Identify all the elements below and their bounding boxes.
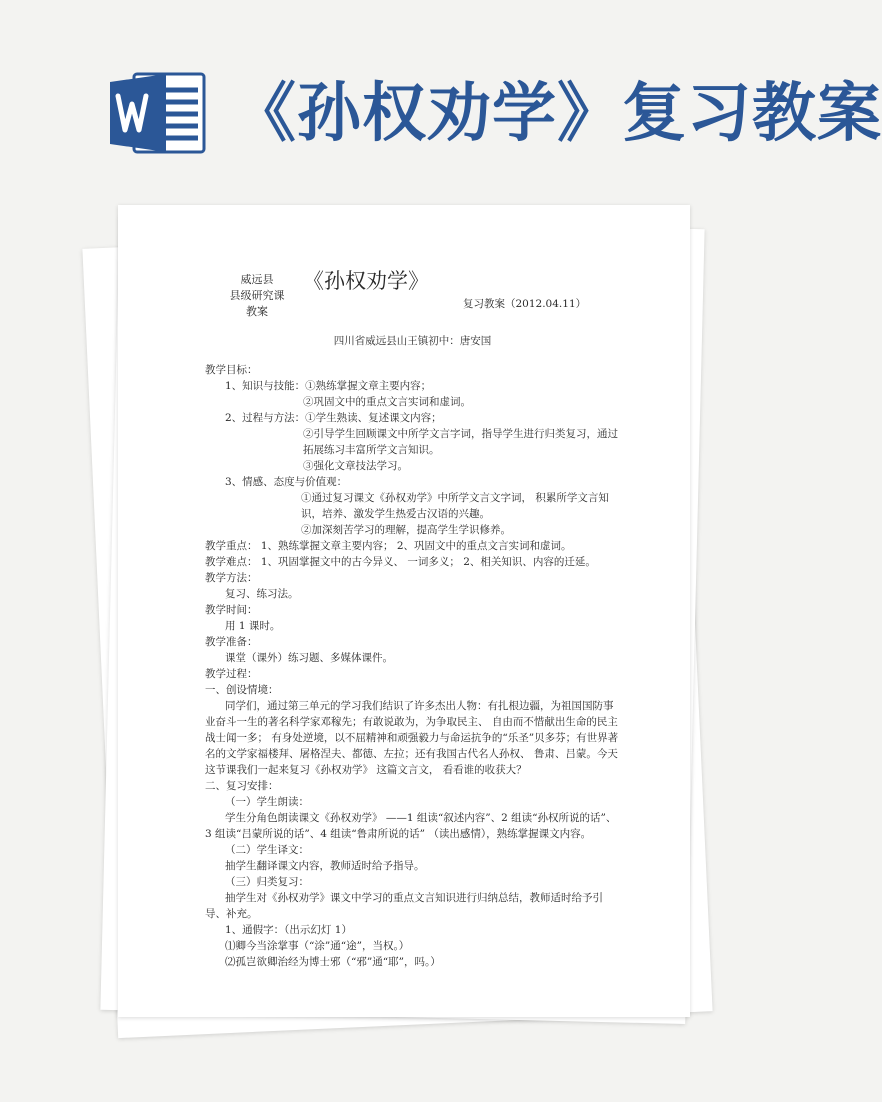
lesson-plan-content: [205, 362, 620, 970]
document-subtitle: 复习教案（2012.04.11）: [463, 298, 587, 310]
document-line: 教学重点： 1、熟练掌握文章主要内容； 2、巩固文中的重点文言实词和虚词。: [205, 540, 572, 552]
document-line: 用 1 课时。: [225, 620, 281, 632]
document-line: 课堂（课外）练习题、多媒体课件。: [225, 652, 393, 664]
document-line: （一）学生朗读：: [225, 796, 309, 808]
document-line: ③强化文章技法学习。: [303, 460, 408, 472]
document-line: 教学过程：: [205, 668, 258, 680]
header-left-line: 县级研究课: [229, 289, 285, 302]
document-line: 3、情感、态度与价值观：: [225, 476, 348, 488]
document-line: （二）学生译文：: [225, 844, 309, 856]
header-left-block: [217, 272, 297, 320]
document-author: 四川省威远县山王镇初中：唐安国: [333, 335, 492, 347]
document-line: 教学时间：: [205, 604, 258, 616]
word-logo-icon: [108, 70, 208, 156]
document-line: ①通过复习课文《孙权劝学》中所学文言文字词， 积累所学文言知识，培养、激发学生热爱古汉语的兴趣。: [301, 492, 609, 520]
document-title: 《孙权劝学》: [303, 269, 429, 293]
document-line: 教学目标：: [205, 364, 258, 376]
document-line: ⑵孤岂欲卿治经为博士邪（“邪”通“耶”，吗。）: [225, 956, 441, 968]
document-line: （三）归类复习：: [225, 876, 309, 888]
document-line: 抽学生对《孙权劝学》课文中学习的重点文言知识进行归纳总结，教师适时给予引导、补充。: [205, 892, 603, 920]
document-line: 1、知识与技能：①熟练掌握文章主要内容；: [225, 380, 432, 392]
header-left-line: 教案: [246, 305, 268, 318]
document-line: 复习、练习法。: [225, 588, 299, 600]
document-line: 同学们，通过第三单元的学习我们结识了许多杰出人物：有扎根边疆，为祖国国防事业奋斗一生的著名科学家邓稼先；有敢说敢为，为争取民主、 自由而不惜献出生命的民主战士闻一多； 有身处逆境，以不屈精神和顽强毅力与命运抗争的“乐圣”贝多芬；有世界著名的文学家福楼拜、屠格涅夫、都德、左拉；还有我国古代名人孙权、 鲁肃、吕蒙。今天这节课我们一起来复习《孙权劝学》 这篇文言文， 看看谁的收获大？: [205, 700, 619, 776]
document-line: 教学准备：: [205, 636, 258, 648]
document-line: 学生分角色朗读课文《孙权劝学》 ——1 组读“叙述内容”、2 组读“孙权所说的话”、3 组读“吕蒙所说的话”、4 组读“鲁肃所说的话” （读出感情），熟练掌握课文内容。: [205, 812, 617, 840]
document-line: 2、过程与方法：①学生熟读、复述课文内容；: [225, 412, 442, 424]
document-line: 抽学生翻译课文内容，教师适时给予指导。: [225, 860, 425, 872]
document-line: 一、创设情境：: [205, 684, 279, 696]
document-line: 二、复习安排：: [205, 780, 279, 792]
document-line: 1、通假字：（出示幻灯 1）: [225, 924, 352, 936]
document-line: 教学方法：: [205, 572, 258, 584]
header-left-line: 威远县: [240, 273, 274, 286]
document-line: ②引导学生回顾课文中所学文言字词，指导学生进行归类复习，通过拓展练习丰富所学文言知识。: [303, 428, 618, 456]
document-line: ⑴卿今当涂掌事（“涂”通“途”，当权。）: [225, 940, 410, 952]
document-line: ②巩固文中的重点文言实词和虚词。: [303, 396, 471, 408]
banner-title: 《孙权劝学》复习教案: [232, 76, 882, 151]
document-line: ②加深刻苦学习的理解，提高学生学识修养。: [301, 524, 511, 536]
document-line: 教学难点： 1、巩固掌握文中的古今异义、 一词多义； 2、相关知识、内容的迁延。: [205, 556, 596, 568]
